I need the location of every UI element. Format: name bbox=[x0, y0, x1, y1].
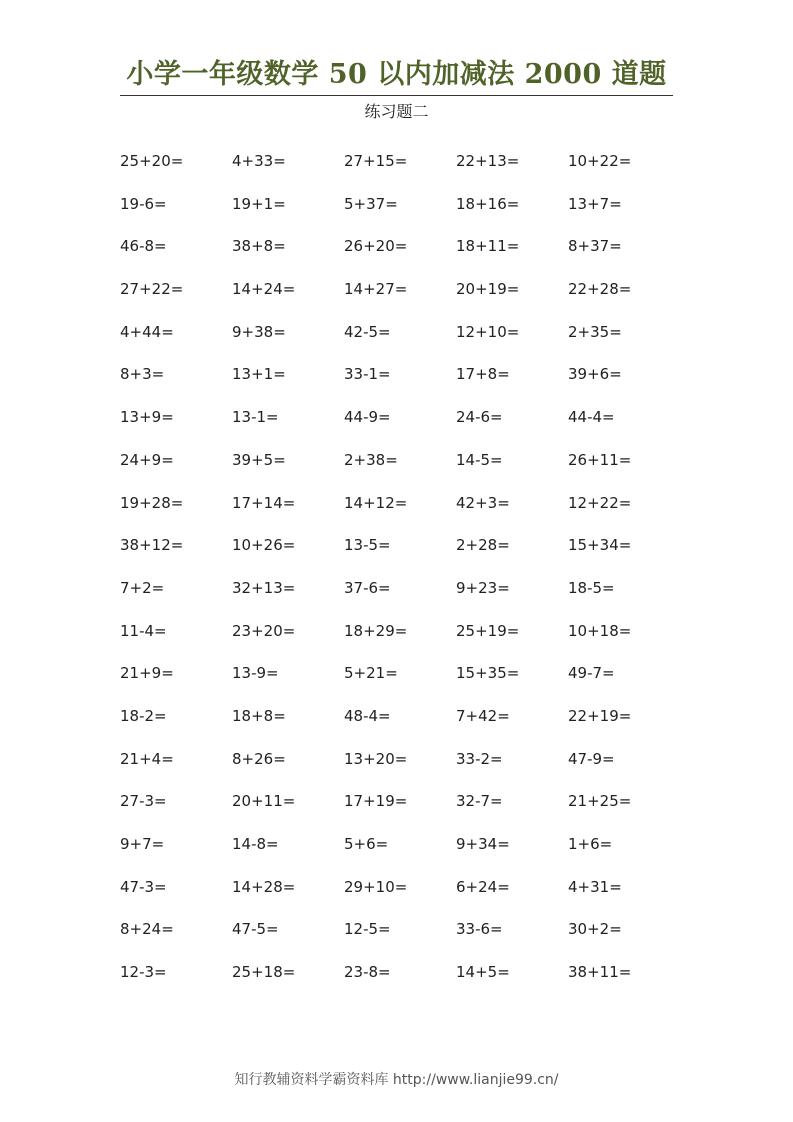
problem-item: 10+26= bbox=[232, 536, 296, 555]
problem-item: 42-5= bbox=[344, 322, 391, 341]
problem-row bbox=[120, 276, 680, 319]
problem-item: 25+18= bbox=[232, 963, 296, 982]
problem-item: 21+4= bbox=[120, 749, 174, 768]
problem-item: 14+28= bbox=[232, 877, 296, 896]
problem-row bbox=[120, 361, 680, 404]
problem-item: 49-7= bbox=[568, 664, 615, 683]
problem-row bbox=[120, 831, 680, 874]
problem-item: 13+7= bbox=[568, 194, 622, 213]
problem-item: 10+18= bbox=[568, 621, 632, 640]
problem-item: 48-4= bbox=[344, 706, 391, 725]
problem-item: 14+27= bbox=[344, 280, 408, 299]
problem-item: 30+2= bbox=[568, 920, 622, 939]
problem-item: 7+2= bbox=[120, 578, 165, 597]
problem-item: 14+12= bbox=[344, 493, 408, 512]
problem-item: 17+19= bbox=[344, 792, 408, 811]
problem-item: 38+11= bbox=[568, 963, 632, 982]
problem-item: 1+6= bbox=[568, 835, 613, 853]
problem-item: 25+20= bbox=[120, 152, 184, 170]
problem-item: 14-5= bbox=[456, 450, 503, 469]
problem-row bbox=[120, 532, 680, 575]
problem-item: 19-6= bbox=[120, 194, 167, 213]
problem-item: 18-5= bbox=[568, 578, 615, 597]
problem-row bbox=[120, 618, 680, 661]
problem-item: 24-6= bbox=[456, 408, 503, 427]
problem-row bbox=[120, 916, 680, 959]
problem-item: 14-8= bbox=[232, 835, 279, 853]
problem-item: 33-6= bbox=[456, 920, 503, 939]
problem-item: 12-3= bbox=[120, 963, 167, 982]
problem-item: 9+7= bbox=[120, 835, 165, 853]
problem-item: 32+13= bbox=[232, 578, 296, 597]
problem-item: 5+37= bbox=[344, 194, 398, 213]
problem-item: 5+21= bbox=[344, 664, 398, 683]
problem-item: 18-2= bbox=[120, 706, 167, 725]
problem-item: 24+9= bbox=[120, 450, 174, 469]
problem-item: 6+24= bbox=[456, 877, 510, 896]
problem-item: 4+44= bbox=[120, 322, 174, 341]
problem-item: 4+33= bbox=[232, 152, 286, 170]
problem-item: 38+12= bbox=[120, 536, 184, 555]
problem-item: 22+13= bbox=[456, 152, 520, 170]
problem-item: 17+8= bbox=[456, 365, 510, 384]
problem-item: 15+34= bbox=[568, 536, 632, 555]
problem-row bbox=[120, 788, 680, 831]
problem-item: 13-9= bbox=[232, 664, 279, 683]
problem-row bbox=[120, 575, 680, 618]
problem-item: 18+16= bbox=[456, 194, 520, 213]
problem-row bbox=[120, 959, 680, 1002]
problem-item: 2+28= bbox=[456, 536, 510, 555]
title-divider bbox=[120, 95, 673, 96]
problem-item: 12+10= bbox=[456, 322, 520, 341]
problem-item: 11-4= bbox=[120, 621, 167, 640]
problem-item: 13-5= bbox=[344, 536, 391, 555]
problem-item: 8+37= bbox=[568, 237, 622, 256]
problem-item: 13+9= bbox=[120, 408, 174, 427]
problem-row bbox=[120, 746, 680, 789]
problem-row bbox=[120, 874, 680, 917]
problem-item: 9+34= bbox=[456, 835, 510, 853]
footer-source: 知行教辅资料学霸资料库 http://www.lianjie99.cn/ bbox=[234, 1072, 559, 1088]
problem-row bbox=[120, 404, 680, 447]
problem-item: 33-1= bbox=[344, 365, 391, 384]
problem-item: 9+38= bbox=[232, 322, 286, 341]
problem-row bbox=[120, 660, 680, 703]
problem-item: 20+11= bbox=[232, 792, 296, 811]
problem-item: 29+10= bbox=[344, 877, 408, 896]
problem-item: 18+29= bbox=[344, 621, 408, 640]
problem-item: 14+24= bbox=[232, 280, 296, 299]
problem-item: 15+35= bbox=[456, 664, 520, 683]
problem-item: 46-8= bbox=[120, 237, 167, 256]
page-subtitle: 练习题二 bbox=[364, 102, 429, 121]
problem-item: 2+38= bbox=[344, 450, 398, 469]
problem-item: 32-7= bbox=[456, 792, 503, 811]
problem-row bbox=[120, 447, 680, 490]
problem-item: 13+20= bbox=[344, 749, 408, 768]
problem-grid bbox=[120, 148, 680, 1002]
problem-row bbox=[120, 490, 680, 533]
problem-item: 26+20= bbox=[344, 237, 408, 256]
problem-item: 17+14= bbox=[232, 493, 296, 512]
problem-item: 2+35= bbox=[568, 322, 622, 341]
problem-row bbox=[120, 319, 680, 362]
problem-item: 14+5= bbox=[456, 963, 510, 982]
problem-item: 22+19= bbox=[568, 706, 632, 725]
problem-item: 5+6= bbox=[344, 835, 389, 853]
problem-item: 19+28= bbox=[120, 493, 184, 512]
problem-item: 39+5= bbox=[232, 450, 286, 469]
problem-item: 20+19= bbox=[456, 280, 520, 299]
problem-item: 9+23= bbox=[456, 578, 510, 597]
problem-item: 8+3= bbox=[120, 365, 165, 384]
problem-item: 13+1= bbox=[232, 365, 286, 384]
problem-item: 12-5= bbox=[344, 920, 391, 939]
problem-item: 18+8= bbox=[232, 706, 286, 725]
problem-item: 39+6= bbox=[568, 365, 622, 384]
problem-item: 7+42= bbox=[456, 706, 510, 725]
problem-item: 47-3= bbox=[120, 877, 167, 896]
problem-item: 13-1= bbox=[232, 408, 279, 427]
problem-item: 44-9= bbox=[344, 408, 391, 427]
problem-item: 18+11= bbox=[456, 237, 520, 256]
problem-item: 42+3= bbox=[456, 493, 510, 512]
problem-row bbox=[120, 703, 680, 746]
problem-item: 21+9= bbox=[120, 664, 174, 683]
problem-item: 26+11= bbox=[568, 450, 632, 469]
problem-item: 27-3= bbox=[120, 792, 167, 811]
problem-item: 21+25= bbox=[568, 792, 632, 811]
problem-row bbox=[120, 148, 680, 191]
problem-item: 19+1= bbox=[232, 194, 286, 213]
problem-item: 37-6= bbox=[344, 578, 391, 597]
problem-item: 44-4= bbox=[568, 408, 615, 427]
problem-item: 10+22= bbox=[568, 152, 632, 170]
problem-item: 12+22= bbox=[568, 493, 632, 512]
problem-row bbox=[120, 233, 680, 276]
problem-item: 38+8= bbox=[232, 237, 286, 256]
problem-item: 25+19= bbox=[456, 621, 520, 640]
problem-row bbox=[120, 191, 680, 234]
problem-item: 8+26= bbox=[232, 749, 286, 768]
problem-item: 22+28= bbox=[568, 280, 632, 299]
problem-item: 47-5= bbox=[232, 920, 279, 939]
page-title: 小学一年级数学 50 以内加减法 2000 道题 bbox=[126, 59, 667, 90]
problem-item: 4+31= bbox=[568, 877, 622, 896]
problem-item: 33-2= bbox=[456, 749, 503, 768]
problem-item: 8+24= bbox=[120, 920, 174, 939]
problem-item: 27+15= bbox=[344, 152, 408, 170]
problem-item: 47-9= bbox=[568, 749, 615, 768]
problem-item: 23+20= bbox=[232, 621, 296, 640]
problem-item: 23-8= bbox=[344, 963, 391, 982]
problem-item: 27+22= bbox=[120, 280, 184, 299]
